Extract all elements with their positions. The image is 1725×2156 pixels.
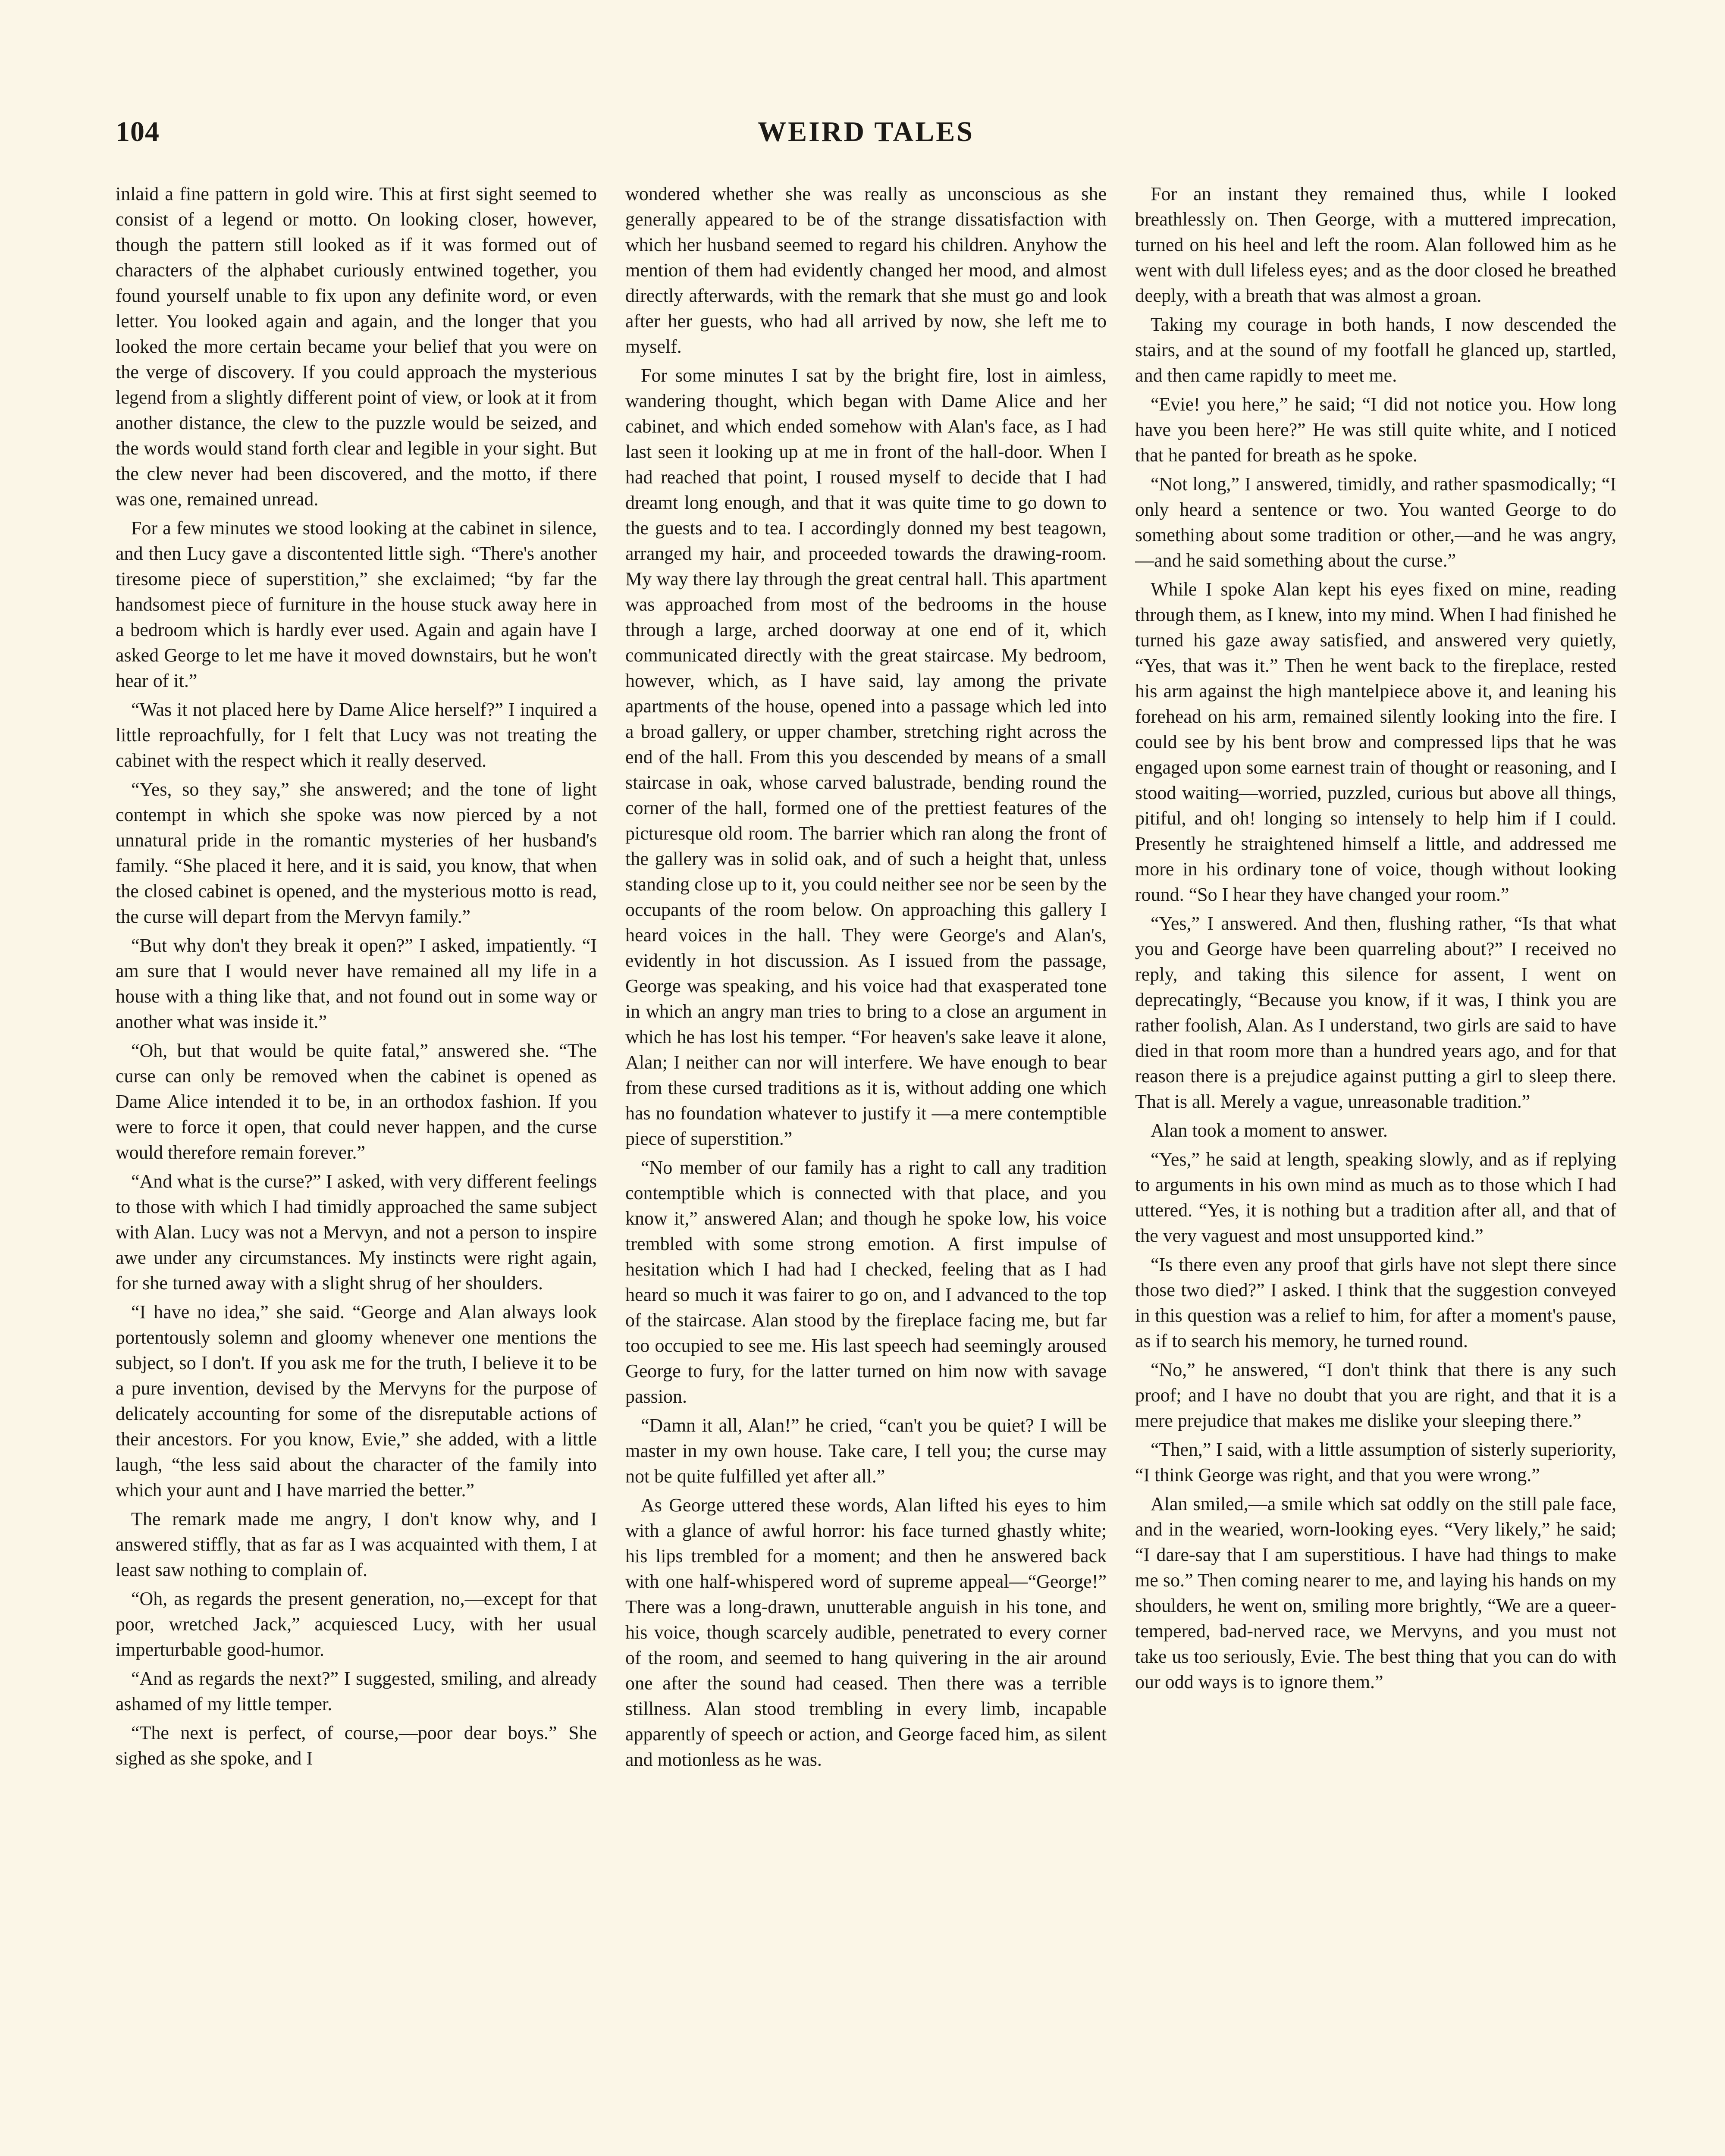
running-title: WEIRD TALES (758, 116, 974, 147)
paragraph: “Yes,” I answered. And then, flushing rather, “Is that what you and George have been quarreling about?” I received no reply, and taking this silence for assent, I went on deprecatingly, “Because you know, if it was, I think you are rather foolish, Alan. As I understand, two girls are said to have died in that room more than a hundred years ago, and for that reason there is a prejudice against putting a girl to sleep there. That is all. Merely a vague, unreasonable tradition.” (1135, 913, 1616, 1112)
page-header (116, 116, 1616, 163)
paragraph: “Oh, but that would be quite fatal,” answered she. “The curse can only be removed when the cabinet is opened as Dame Alice intended it to be, in an orthodox fashion. If you were to force it open, that could never happen, and the curse would therefore remain forever.” (116, 1040, 597, 1163)
paragraph: “Evie! you here,” he said; “I did not notice you. How long have you been here?” He was still quite white, and I noticed that he panted for breath as he spoke. (1135, 394, 1616, 466)
page-number: 104 (116, 116, 160, 147)
paragraph: Taking my courage in both hands, I now descended the stairs, and at the sound of my footfall he glanced up, startled, and then came rapidly to meet me. (1135, 314, 1616, 386)
paragraph: Alan took a moment to answer. (1151, 1120, 1388, 1141)
paragraph: “Yes, so they say,” she answered; and the tone of light contempt in which she spoke was now pierced by a not unnatural pride in the romantic mysteries of her husband's family. “She placed it here, and it is said, you know, that when the closed cabinet is opened, and the mysterious motto is read, the curse will depart from the Mervyn family.” (116, 779, 597, 927)
paragraph: For a few minutes we stood looking at the cabinet in silence, and then Lucy gave a discontented little sigh. “There's another tiresome piece of superstition,” she exclaimed; “by far the handsomest piece of furniture in the house stuck away here in a bedroom which is hardly ever used. Again and again have I asked George to let me have it moved downstairs, but he won't hear of it.” (116, 517, 597, 691)
paragraph: “Oh, as regards the present generation, no,—except for that poor, wretched Jack,” acquiesced Lucy, with her usual imperturbable good-humor. (116, 1588, 597, 1660)
paragraph: “I have no idea,” she said. “George and Alan always look portentously solemn and gloomy whenever one mentions the subject, so I don't. If you ask me for the truth, I believe it to be a pure invention, devised by the Mervyns for the purpose of delicately accounting for some of the disreputable actions of their ancestors. For you know, Evie,” she added, with a little laugh, “the less said about the character of the family into which your aunt and I have married the better.” (116, 1301, 597, 1501)
paragraph: “And as regards the next?” I suggested, smiling, and already ashamed of my little temper. (116, 1668, 597, 1714)
paragraph: For an instant they remained thus, while I looked breathlessly on. Then George, with a muttered imprecation, turned on his heel and left the room. Alan followed him as he went with dull lifeless eyes; and as the door closed he breathed deeply, with a breath that was almost a groan. (1135, 183, 1616, 306)
paragraph: As George uttered these words, Alan lifted his eyes to him with a glance of awful horror: his face turned ghastly white; his lips trembled for a moment; and then he answered back with one half-whispered word of supreme appeal—“George!” There was a long-drawn, unutterable anguish in his tone, and his voice, though scarcely audible, penetrated to every corner of the room, and seemed to hang quivering in the air around one after the sound had ceased. Then there was a terrible stillness. Alan stood trembling in every limb, incapable apparently of speech or action, and George faced him, as silent and motionless as he was. (625, 1495, 1107, 1770)
paragraph: For some minutes I sat by the bright fire, lost in aimless, wandering thought, which began with Dame Alice and her cabinet, and which ended somehow with Alan's face, as I had last seen it looking up at me in front of the hall-door. When I had reached that point, I roused myself to decide that I had dreamt long enough, and that it was quite time to go down to the guests and to tea. I accordingly donned my best teagown, arranged my hair, and proceeded towards the drawing-room. My way there lay through the great central hall. This apartment was approached from most of the bedrooms in the house through a large, arched doorway at one end of it, which communicated directly with the great staircase. My bedroom, however, which, as I have said, lay among the private apartments of the house, opened into a passage which led into a broad gallery, or upper chamber, stretching right across the end of the hall. From this you descended by means of a small staircase in oak, whose carved balustrade, bending round the corner of the hall, formed one of the prettiest features of the picturesque old room. The barrier which ran along the front of the gallery was in solid oak, and of such a height that, unless standing close up to it, you could neither see nor be seen by the occupants of the room below. On approaching this gallery I heard voices in the hall. They were George's and Alan's, evidently in hot discussion. As I issued from the passage, George was speaking, and his voice had that exasperated tone in which an angry man tries to bring to a close an argument in which he has lost his temper. “For heaven's sake leave it alone, Alan; I neither can nor will interfere. We have enough to bear from these cursed traditions as it is, without adding one which has no foundation whatever to justify it —a mere contemptible piece of superstition.” (625, 365, 1107, 1149)
paragraph: “Not long,” I answered, timidly, and rather spasmodically; “I only heard a sentence or two. You wanted George to do something about some tradition or other,—and he was angry,—and he said something about the curse.” (1135, 473, 1616, 571)
paragraph: “And what is the curse?” I asked, with very different feelings to those with which I had timidly approached the same subject with Alan. Lucy was not a Mervyn, and not a person to inspire awe under any circumstances. My instincts were right again, for she turned away with a slight shrug of her shoulders. (116, 1171, 597, 1294)
paragraph: “Is there even any proof that girls have not slept there since those two died?” I asked. I think that the suggestion conveyed in this question was a relief to him, for after a moment's pause, as if to search his memory, he turned round. (1135, 1254, 1616, 1351)
paragraph: Alan smiled,—a smile which sat oddly on the still pale face, and in the wearied, worn-looking eyes. “Very likely,” he said; “I dare-say that I am superstitious. I have had things to make me so.” Then coming nearer to me, and laying his hands on my shoulders, he went on, smiling more brightly, “We are a queer-tempered, bad-nerved race, we Mervyns, and you must not take us too seriously, Evie. The best thing that you can do with our odd ways is to ignore them.” (1135, 1493, 1616, 1692)
paragraph: “Was it not placed here by Dame Alice herself?” I inquired a little reproachfully, for I felt that Lucy was not treating the cabinet with the respect which it really deserved. (116, 699, 597, 771)
paragraph: wondered whether she was really as unconscious as she generally appeared to be of the strange dissatisfaction with which her husband seemed to regard his children. Anyhow the mention of them had evidently changed her mood, and almost directly afterwards, with the remark that she must go and look after her guests, who had all arrived by now, she left me to myself. (625, 183, 1107, 357)
paragraph: “No member of our family has a right to call any tradition contemptible which is connected with that place, and you know it,” answered Alan; and though he spoke low, his voice trembled with some strong emotion. A first impulse of hesitation which I had had I checked, feeling that as I had heard so much it was fairer to go on, and I advanced to the top of the staircase. Alan stood by the fireplace facing me, but far too occupied to see me. His last speech had seemingly aroused George to fury, for the latter turned on him now with savage passion. (625, 1157, 1107, 1407)
column-1 (116, 181, 597, 2156)
column-2 (625, 181, 1107, 2156)
paragraph: “No,” he answered, “I don't think that there is any such proof; and I have no doubt that you are right, and that it is a mere prejudice that makes me dislike your sleeping there.” (1135, 1359, 1616, 1431)
paragraph: “But why don't they break it open?” I asked, impatiently. “I am sure that I would never have remained all my life in a house with a thing like that, and not found out in some way or another what was inside it.” (116, 935, 597, 1032)
paragraph: “Damn it all, Alan!” he cried, “can't you be quiet? I will be master in my own house. Take care, I tell you; the curse may not be quite fulfilled yet after all.” (625, 1415, 1107, 1487)
paragraph: “Yes,” he said at length, speaking slowly, and as if replying to arguments in his own mind as much as to those which I had uttered. “Yes, it is nothing but a tradition after all, and that of the very vaguest and most unsupported kind.” (1135, 1149, 1616, 1246)
paragraph: “The next is perfect, of course,—poor dear boys.” She sighed as she spoke, and I (116, 1722, 597, 1769)
column-3 (1135, 181, 1616, 2156)
paragraph: The remark made me angry, I don't know why, and I answered stiffly, that as far as I was acquainted with them, I at least saw nothing to complain of. (116, 1508, 597, 1580)
text-columns (116, 181, 1616, 2156)
paragraph: “Then,” I said, with a little assumption of sisterly superiority, “I think George was right, and that you were wrong.” (1135, 1439, 1616, 1485)
paragraph: inlaid a fine pattern in gold wire. This at first sight seemed to consist of a legend or motto. On looking closer, however, though the pattern still looked as if it was formed out of characters of the alphabet curiously entwined together, you found yourself unable to fix upon any definite word, or even letter. You looked again and again, and the longer that you looked the more certain became your belief that you were on the verge of discovery. If you could approach the mysterious legend from a slightly different point of view, or look at it from another distance, the clew to the puzzle would be seized, and the words would stand forth clear and legible in your sight. But the clew never had been discovered, and the motto, if there was one, remained unread. (116, 183, 597, 510)
paragraph: While I spoke Alan kept his eyes fixed on mine, reading through them, as I knew, into my mind. When I had finished he turned his gaze away satisfied, and answered very quietly, “Yes, that was it.” Then he went back to the fireplace, rested his arm against the high mantelpiece above it, and leaning his forehead on his arm, remained silently looking into the fire. I could see by his bent brow and compressed lips that he was engaged upon some earnest train of thought or reasoning, and I stood waiting—worried, puzzled, curious but above all things, pitiful, and oh! longing so intensely to help him if I could. Presently he straightened himself a little, and addressed me more in his ordinary tone of voice, though without looking round. “So I hear they have changed your room.” (1135, 579, 1616, 905)
